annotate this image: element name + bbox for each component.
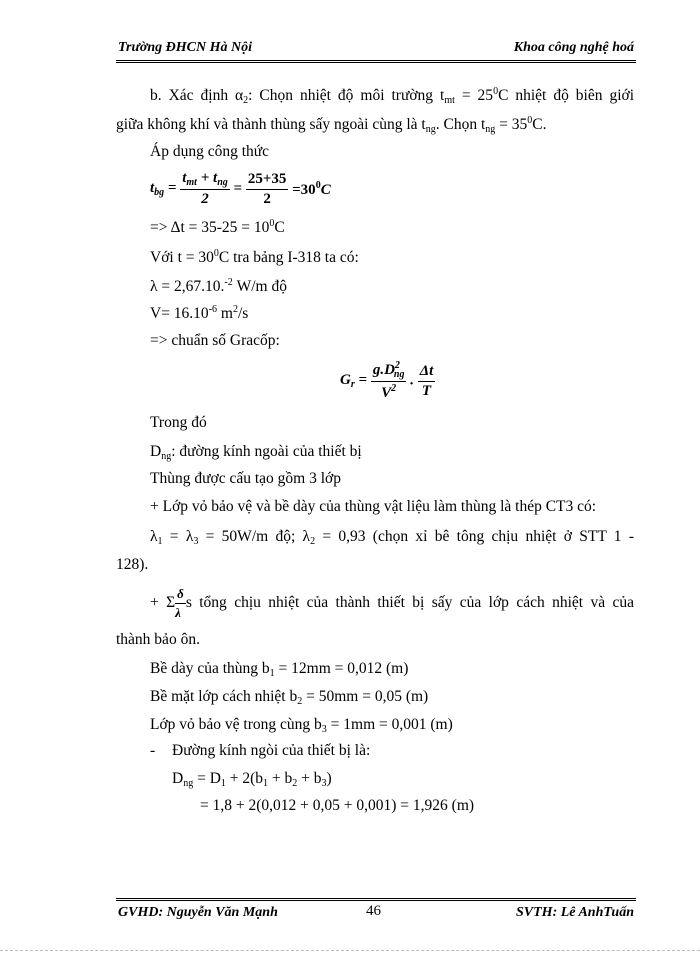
layers-line: Thùng được cấu tạo gồm 3 lớp (150, 470, 341, 487)
footer-student: SVTH: Lê AnhTuấn (516, 905, 634, 920)
footer-rule (116, 898, 636, 901)
bullet-dash: - (150, 742, 156, 759)
para-b-line2: giữa không khí và thành thùng sấy ngoài cùng là $t_{ng}$. Chọn $t_{ng} = 35^0C$. (116, 115, 547, 135)
where-label: Trong đó (150, 414, 207, 431)
diameter-heading: Đường kính ngòi của thiết bị là: (172, 742, 371, 759)
lambda-layers-cont: 128). (116, 556, 149, 573)
eq-dng-result: = 1,8 + 2(0,012 + 0,05 + 0,001) = 1,926 (m) (200, 797, 475, 814)
page-edge (0, 950, 700, 951)
apply-formula: Áp dụng công thức (150, 143, 270, 160)
b2-line: Bề mặt lớp cách nhiệt $b_2 = 50mm = 0,05$ (m) (150, 688, 429, 707)
formula-tbg: $t_{bg}$ = $\frac{t_{mt} + t_{ng}}{2}$ = $\frac{25+35}{2}$ $=30^0C$ (150, 170, 331, 207)
sum-line: + Σ $\frac{\delta}{\lambda}$ s tổng chịu nhiệt của thành thiết bị sấy của lớp cách nhiệt và của (150, 586, 635, 620)
sum-line-cont: thành bảo ôn. (116, 631, 200, 648)
dng-def: $D_{ng}$: đường kính ngoài của thiết bị (150, 443, 362, 462)
v-value: $V= 16.10^{-6}$ $m^2/s$ (150, 304, 249, 322)
para-b-line1: b. Xác định $\alpha_2$: Chọn nhiệt độ môi trường $t_{mt} = 25^0C$ nhiệt độ biên giới (150, 86, 634, 106)
lambda-layers: $\lambda_1 = \lambda_3 = 50W/m$ độ; $\lambda_2 = 0,93$ (chọn xỉ bê tông chịu nhiệt ở STT 1 - (150, 528, 634, 547)
steel-line: + Lớp vỏ bảo vệ và bề dày của thùng vật liệu làm thùng là thép CT3 có: (150, 498, 597, 515)
grashof-intro: => chuẩn số Gracốp: (150, 332, 280, 349)
formula-gr: $G_r$ = $\frac{g.D^2_{ng}}{V^2}$ . $\frac{\Delta t}{T}$ (340, 360, 434, 401)
header-school: Trường ĐHCN Hà Nội (118, 40, 253, 55)
lambda-value: λ = 2,67.10.$^{-2}$ W/m độ (150, 277, 287, 295)
footer-advisor: GVHD: Nguyễn Văn Mạnh (118, 905, 278, 920)
delta-t: => $\Delta t = 35-25 = 10^0C$ (150, 218, 285, 236)
b1-line: Bề dày của thùng $b_1 = 12mm = 0,012$ (m) (150, 660, 409, 679)
eq-dng: $D_{ng} = D_1 + 2(b_1 + b_2 + b_3)$ (172, 770, 332, 789)
header-rule (116, 60, 636, 63)
with-t: Với $t = 30^0C$ tra bảng I-318 ta có: (150, 248, 359, 266)
b3-line: Lớp vỏ bảo vệ trong cùng $b_3 = 1mm = 0,001$ (m) (150, 716, 453, 735)
header-faculty: Khoa công nghệ hoá (513, 40, 634, 55)
page-number: 46 (366, 903, 381, 919)
